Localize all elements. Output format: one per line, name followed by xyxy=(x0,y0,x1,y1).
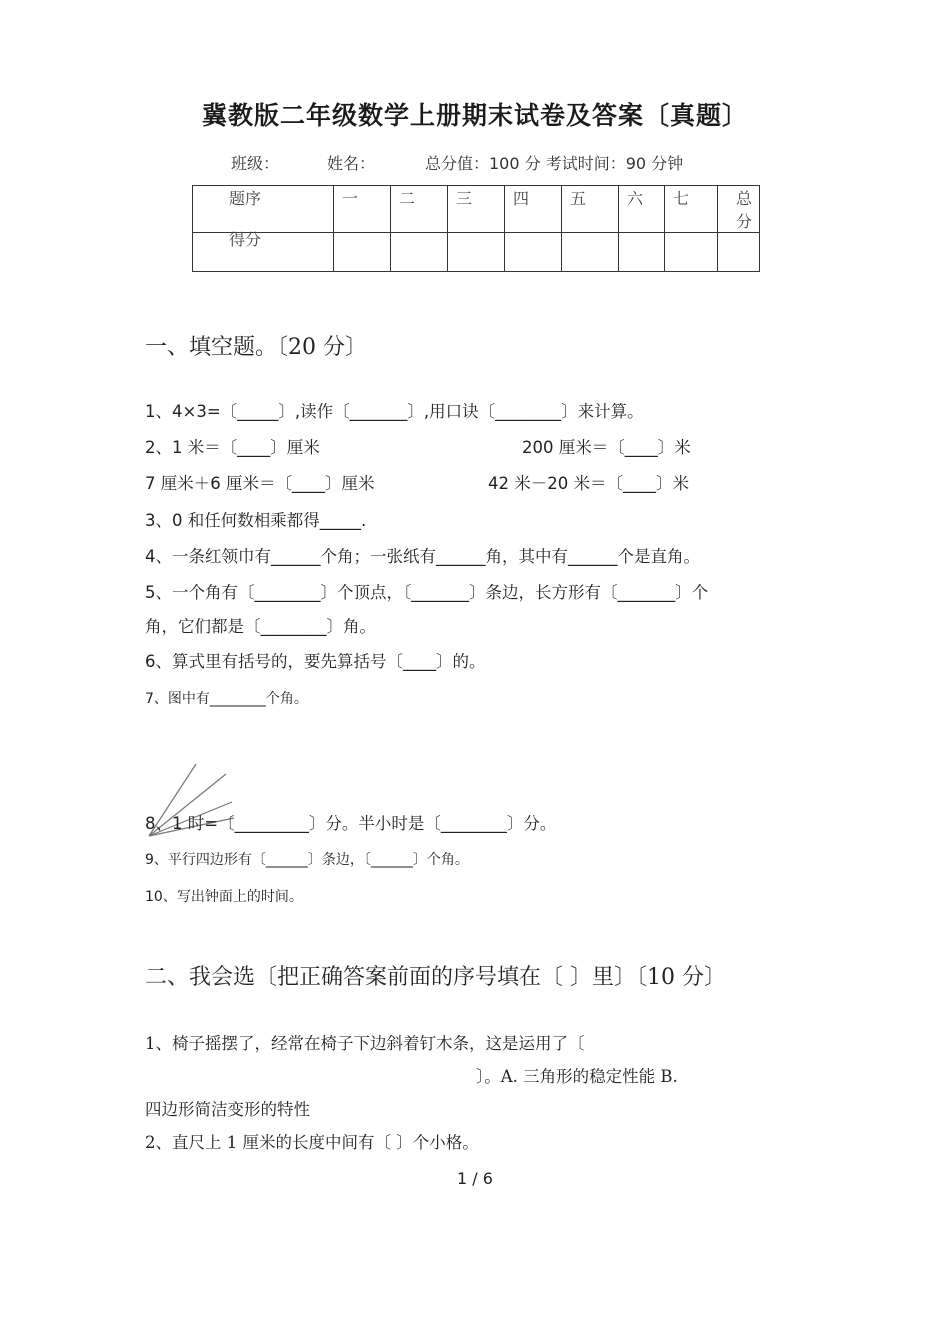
col-1: 一 xyxy=(334,186,391,233)
score-cell-total[interactable] xyxy=(718,233,760,272)
s1-question-4: 4、一条红领巾有______个角；一张纸有______角，其中有______个是直角。 xyxy=(145,547,700,566)
score-table-header-row xyxy=(193,186,760,233)
page-title: 冀教版二年级数学上册期末试卷及答案〔真题〕 xyxy=(201,101,748,130)
s2-question-1a: 1、椅子摇摆了，经常在椅子下边斜着钉木条，这是运用了〔 xyxy=(145,1034,585,1053)
col-5: 五 xyxy=(562,186,619,233)
s1-question-5b: 角，它们都是〔________〕角。 xyxy=(145,617,376,636)
col-2: 二 xyxy=(391,186,448,233)
row-label: 得分 xyxy=(229,230,262,249)
s2-question-1b: 〕。A. 三角形的稳定性能 B. xyxy=(476,1067,678,1086)
score-cell-4[interactable] xyxy=(505,233,562,272)
name-label: 姓名： xyxy=(327,154,376,173)
score-cell-6[interactable] xyxy=(619,233,665,272)
s1-question-7: 7、图中有________个角。 xyxy=(145,691,308,707)
s1-question-3: 3、0 和任何数相乘都得_____. xyxy=(145,511,367,530)
s1-question-8: 8、1 时=〔_________〕分。半小时是〔________〕分。 xyxy=(145,814,557,833)
col-4: 四 xyxy=(505,186,562,233)
s1-question-9: 9、平行四边形有〔______〕条边，〔______〕个角。 xyxy=(145,852,469,868)
header-label-cell: 题序 xyxy=(193,186,334,233)
s1-question-2d: 42 米－20 米＝〔____〕米 xyxy=(488,474,689,493)
score-table-score-row xyxy=(193,233,760,272)
score-table xyxy=(192,185,760,272)
s1-question-1: 1、4×3=〔_____〕,读作〔_______〕,用口诀〔________〕来计算。 xyxy=(145,402,644,421)
section1-heading: 一、填空题。〔20 分〕 xyxy=(145,335,367,360)
score-cell-7[interactable] xyxy=(665,233,718,272)
s1-question-2c: 7 厘米＋6 厘米＝〔____〕厘米 xyxy=(145,474,375,493)
row-label-cell xyxy=(193,230,334,272)
col-6: 六 xyxy=(619,186,665,233)
s1-question-2b: 200 厘米＝〔____〕米 xyxy=(522,438,691,457)
s2-question-2: 2、直尺上 1 厘米的长度中间有〔 〕个小格。 xyxy=(145,1133,479,1152)
s1-question-6: 6、算式里有括号的，要先算括号〔____〕的。 xyxy=(145,652,486,671)
page-number: 1 / 6 xyxy=(457,1169,493,1188)
s1-question-2a: 2、1 米＝〔____〕厘米 xyxy=(145,438,320,457)
section2-heading: 二、我会选〔把正确答案前面的序号填在〔 〕里〕〔10 分〕 xyxy=(145,965,726,990)
s1-question-5a: 5、一个角有〔________〕个顶点，〔_______〕条边，长方形有〔_______〕个 xyxy=(145,583,709,602)
col-3: 三 xyxy=(448,186,505,233)
s2-question-1c: 四边形简洁变形的特性 xyxy=(145,1100,310,1119)
class-label: 班级： xyxy=(231,154,280,173)
score-cell-1[interactable] xyxy=(334,233,391,272)
col-7: 七 xyxy=(665,186,718,233)
col-total: 总分 xyxy=(718,186,760,233)
s1-question-10: 10、写出钟面上的时间。 xyxy=(145,889,303,905)
score-cell-5[interactable] xyxy=(562,233,619,272)
score-time-info: 总分值：100 分 考试时间：90 分钟 xyxy=(425,154,684,173)
score-cell-2[interactable] xyxy=(391,233,448,272)
score-cell-3[interactable] xyxy=(448,233,505,272)
